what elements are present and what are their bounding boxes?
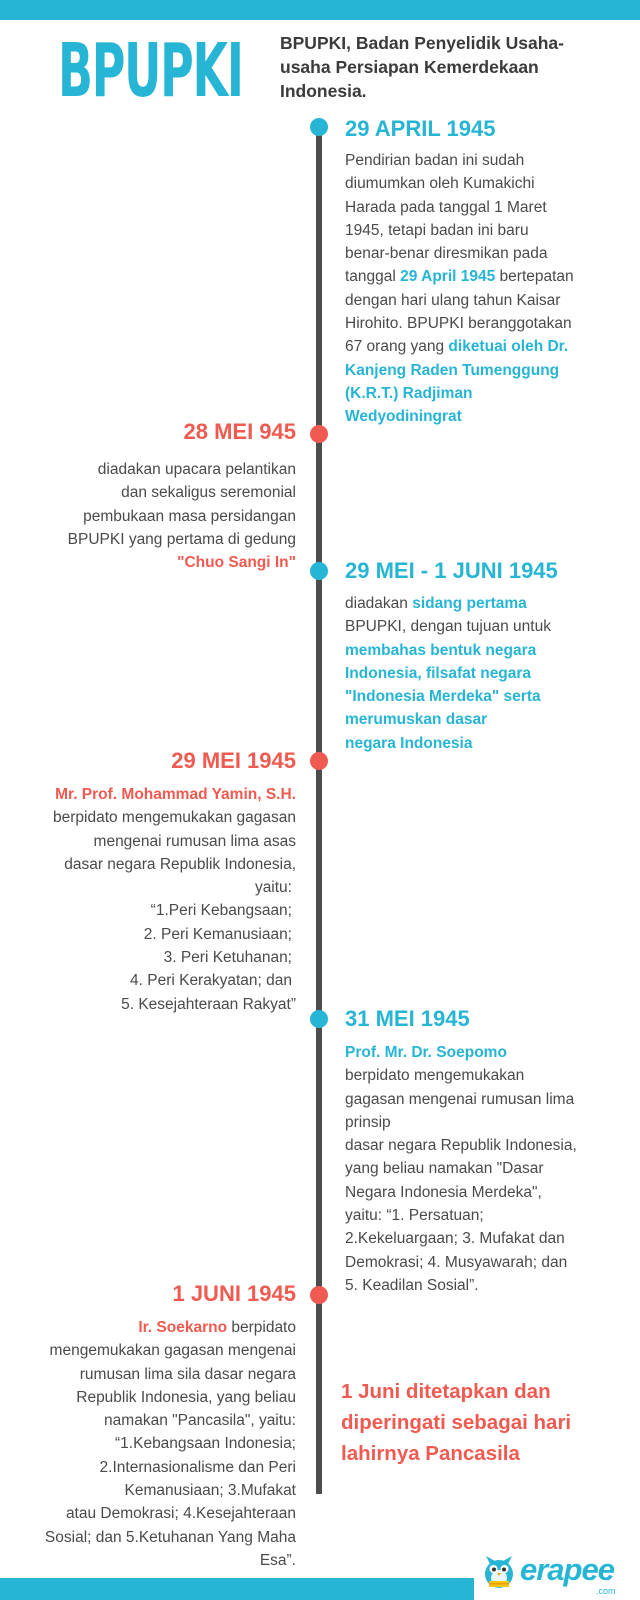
highlight-text: Wedyodiningrat — [345, 408, 462, 426]
timeline-dot — [310, 118, 328, 136]
highlight-text: sidang pertama — [412, 595, 527, 612]
text-line: dan sekaligus seremonial — [121, 484, 296, 502]
text-line — [345, 592, 635, 615]
intro-line: Indonesia. — [280, 81, 367, 101]
text-line: diadakan upacara pelantikan — [97, 461, 296, 478]
highlight-text: negara Indonesia — [345, 734, 473, 752]
highlight-date: 29 April 1945 — [400, 268, 496, 286]
text-run: diadakan — [345, 595, 413, 612]
text-line: mengemukakan gagasan mengenai — [49, 1342, 296, 1360]
text-line: berpidato mengemukakan gagasan — [52, 809, 296, 827]
intro-text — [280, 31, 606, 103]
timeline-dot — [310, 752, 328, 770]
text-line: benar-benar diresmikan pada — [345, 245, 548, 263]
text-line: 2.Kekeluargaan; 3. Mufakat dan — [345, 1230, 565, 1248]
event-date: 31 MEI 1945 — [345, 1006, 470, 1031]
text-line: Negara Indonesia Merdeka", — [345, 1183, 542, 1201]
text-line: BPUPKI, dengan tujuan untuk — [345, 618, 551, 636]
text-run: 67 orang yang — [345, 338, 449, 356]
text-line: Hirohito. BPUPKI beranggotakan — [345, 315, 572, 333]
bird-mascot-icon — [482, 1554, 516, 1590]
logo-text: erapee — [520, 1552, 614, 1587]
text-line: dasar negara Republik Indonesia, — [345, 1137, 577, 1155]
highlight-text: Indonesia, filsafat negara — [345, 664, 532, 682]
text-line — [345, 265, 635, 288]
text-line: Harada pada tanggal 1 Maret — [345, 198, 547, 216]
text-line: mengenai rumusan lima asas — [93, 832, 296, 850]
text-line: diumumkan oleh Kumakichi — [345, 175, 535, 193]
text-line: berpidato mengemukakan — [345, 1067, 525, 1085]
text-line: 3. Peri Ketuhanan; — [163, 949, 292, 967]
text-line: Demokrasi; 4. Musyawarah; dan — [345, 1253, 568, 1271]
text-line: Kemanusiaan; 3.Mufakat — [124, 1482, 296, 1500]
text-line — [345, 335, 635, 358]
text-line: 5. Keadilan Sosial”. — [345, 1276, 479, 1294]
text-run: bertepatan — [495, 268, 574, 286]
text-line: 2. Peri Kemanusiaan; — [143, 925, 292, 943]
speaker-name: Prof. Mr. Dr. Soepomo — [345, 1044, 507, 1061]
event-description — [345, 149, 635, 429]
event-description — [5, 783, 296, 1016]
text-line: pembukaan masa persidangan — [83, 507, 296, 525]
timeline-dot — [310, 425, 328, 443]
text-line: BPUPKI yang pertama di gedung — [67, 530, 296, 548]
text-line: dengan hari ulang tahun Kaisar — [345, 291, 561, 309]
text-line: 1 Juni ditetapkan dan — [341, 1380, 551, 1403]
text-line: prinsip — [345, 1113, 391, 1131]
top-banner-bar — [0, 0, 640, 20]
event-date: 28 MEI 945 — [183, 419, 296, 444]
event-date: 29 MEI 1945 — [171, 748, 296, 773]
text-line: “1.Peri Kebangsaan; — [150, 902, 292, 920]
text-line: yang beliau namakan "Dasar — [345, 1160, 544, 1178]
text-line: yaitu: “1. Persatuan; — [345, 1207, 484, 1225]
text-line: lahirnya Pancasila — [341, 1442, 520, 1465]
text-run: tanggal — [345, 268, 401, 286]
event-date: 1 JUNI 1945 — [172, 1281, 296, 1306]
event-description — [345, 1041, 635, 1297]
text-line: dasar negara Republik Indonesia, — [64, 855, 296, 873]
text-line: 2.Internasionalisme dan Peri — [99, 1458, 296, 1476]
conclusion-text — [341, 1376, 621, 1469]
highlight-text: "Chuo Sangi In" — [177, 554, 296, 572]
text-line: “1.Kebangsaan Indonesia; — [115, 1435, 296, 1453]
text-line: rumusan lima sila dasar negara — [79, 1365, 296, 1383]
text-line: Esa”. — [259, 1551, 296, 1569]
timeline-dot — [310, 1010, 328, 1028]
text-line: atau Demokrasi; 4.Kesejahteraan — [65, 1505, 296, 1523]
text-line: gagasan mengenai rumusan lima — [345, 1090, 575, 1108]
text-line: yaitu: — [254, 879, 292, 897]
text-line: Pendirian badan ini sudah — [345, 152, 525, 169]
event-date: 29 APRIL 1945 — [345, 116, 496, 141]
logo-suffix: .com — [596, 1586, 616, 1596]
text-line: 4. Peri Kerakyatan; dan — [130, 972, 292, 990]
erapee-logo — [474, 1540, 640, 1600]
text-line: 1945, tetapi badan ini baru — [345, 221, 529, 239]
page-title: BPUPKI — [58, 28, 243, 114]
highlight-text: diketuai oleh Dr. — [448, 338, 569, 356]
highlight-text: (K.R.T.) Radjiman — [345, 384, 473, 402]
speaker-name: Mr. Prof. Mohammad Yamin, S.H. — [55, 786, 296, 803]
intro-line: BPUPKI, Badan Penyelidik Usaha- — [280, 33, 564, 53]
text-run: berpidato — [227, 1319, 296, 1336]
highlight-text: merumuskan dasar — [345, 711, 488, 729]
text-line: diperingati sebagai hari — [341, 1411, 572, 1434]
text-line: Republik Indonesia, yang beliau — [76, 1388, 296, 1406]
intro-line: usaha Persiapan Kemerdekaan — [280, 57, 539, 77]
timeline-dot — [310, 562, 328, 580]
event-date: 29 MEI - 1 JUNI 1945 — [345, 558, 558, 583]
timeline-dot — [310, 1286, 328, 1304]
speaker-name: Ir. Soekarno — [138, 1319, 228, 1336]
text-line: namakan "Pancasila", yaitu: — [104, 1412, 296, 1430]
highlight-text: Kanjeng Raden Tumenggung — [345, 361, 560, 379]
event-description — [10, 458, 296, 574]
event-description — [345, 592, 635, 755]
highlight-text: "Indonesia Merdeka" serta — [345, 688, 541, 706]
event-description — [5, 1316, 296, 1572]
text-line: 5. Kesejahteraan Rakyat” — [121, 995, 296, 1013]
highlight-text: membahas bentuk negara — [345, 641, 537, 659]
text-line: Sosial; dan 5.Ketuhanan Yang Maha — [44, 1528, 296, 1546]
text-line — [5, 1316, 296, 1339]
